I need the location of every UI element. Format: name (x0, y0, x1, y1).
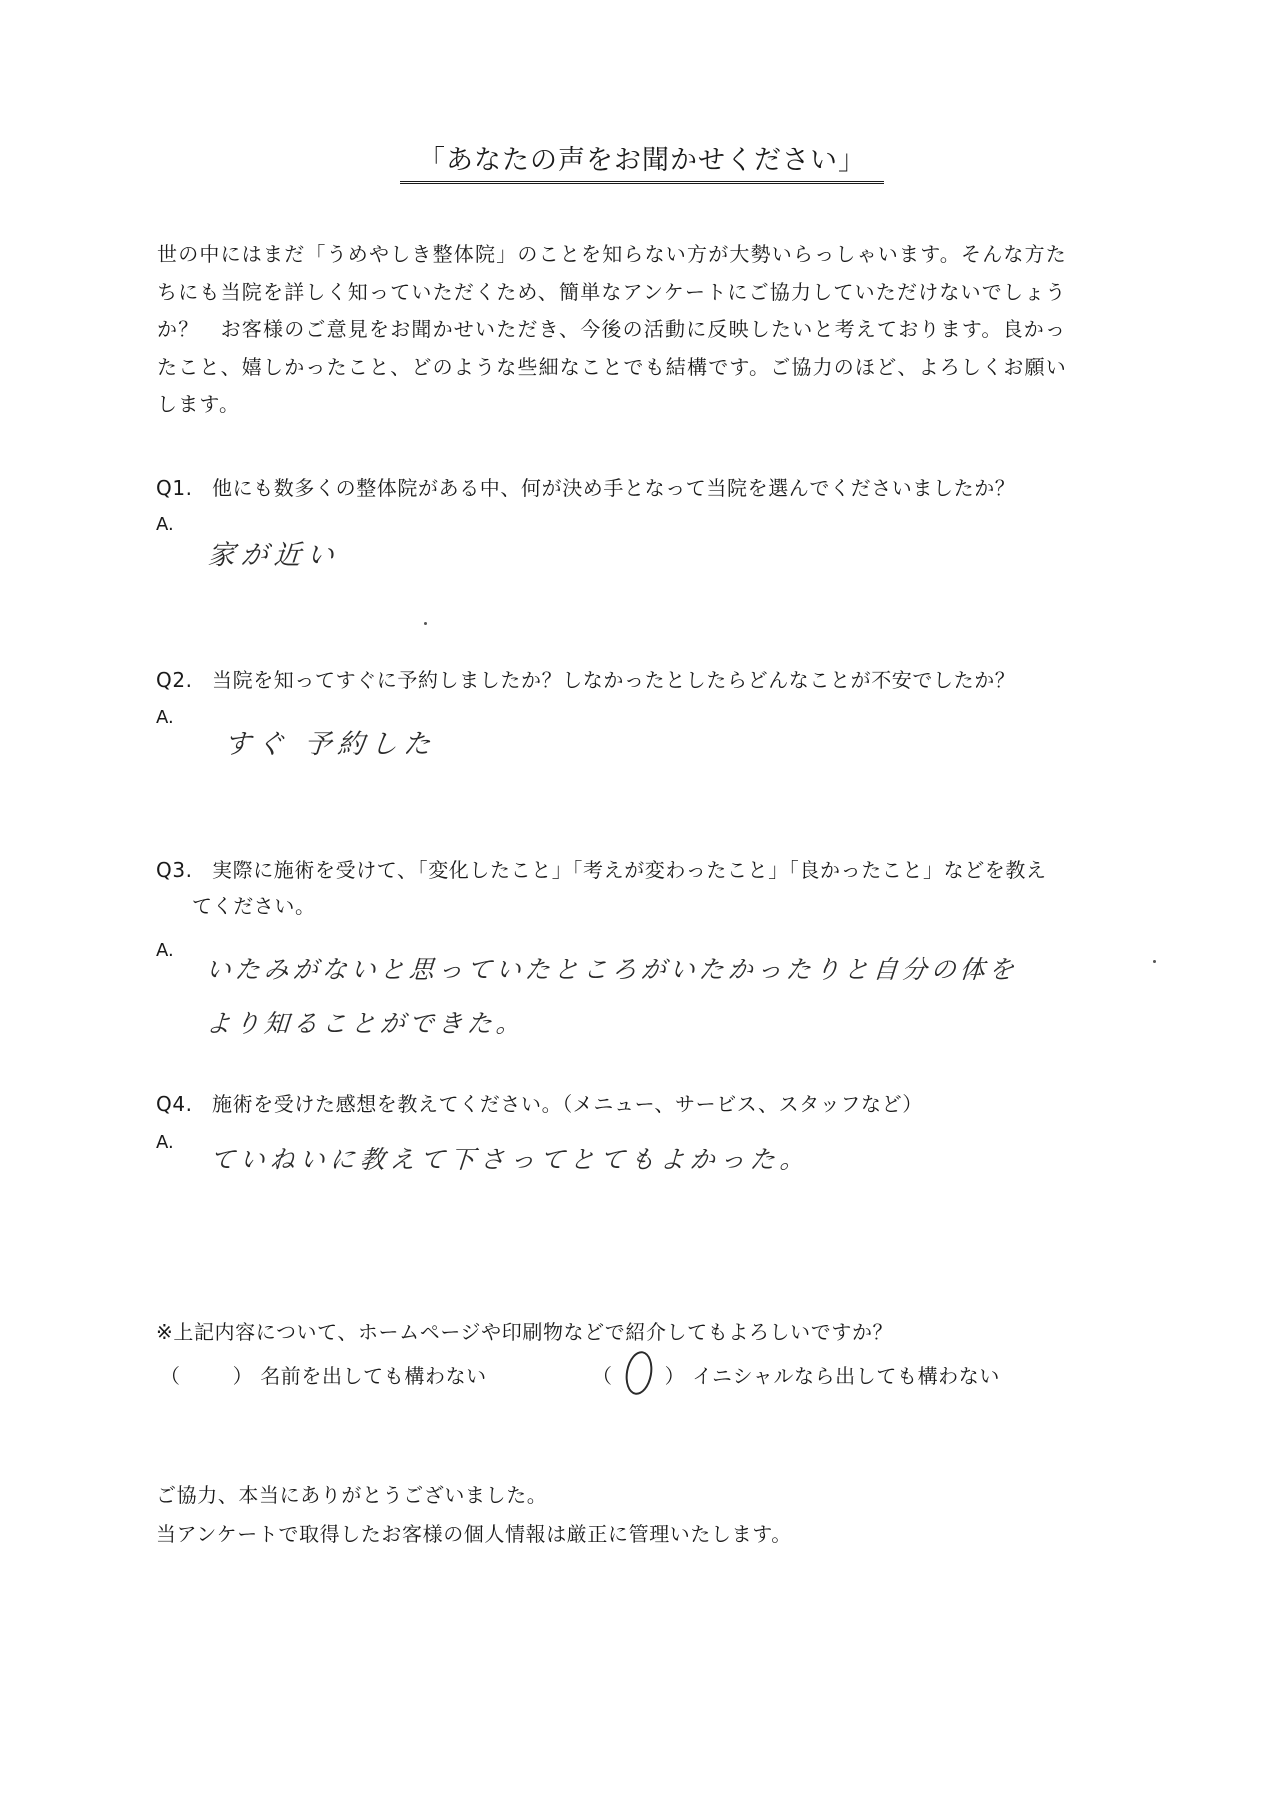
publication-permission-question: ※上記内容について、ホームページや印刷物などで紹介してもよろしいですか？ (156, 1320, 894, 1344)
answer-4-handwritten: ていねいに教えて下さってとてもよかった。 (208, 1145, 811, 1174)
close-paren: ） (232, 1364, 254, 1388)
closing-message (156, 1476, 792, 1554)
question-1 (156, 470, 1015, 506)
question-number: Q4. (156, 1092, 193, 1116)
page-title: 「あなたの声をお聞かせください」 (400, 138, 884, 184)
answer-label: A. (156, 1132, 174, 1153)
question-number: Q2. (156, 668, 193, 692)
answer-3-line-2-handwritten: より知ることができた。 (204, 1009, 526, 1038)
answer-3-line-1-handwritten: いたみがないと思っていたところがいたかったりと自分の体を (204, 955, 1019, 984)
question-text-continued: てください。 (192, 894, 316, 918)
question-2 (156, 662, 1015, 698)
option-initial-ok[interactable] (592, 1360, 1000, 1395)
question-text: 当院を知ってすぐに予約しましたか？しなかったとしたらどんなことが不安でしたか？ (212, 668, 1016, 692)
option-name-ok[interactable] (160, 1360, 487, 1389)
answer-1-handwritten: 家が近い (206, 540, 341, 571)
checkbox-initial[interactable] (613, 1361, 665, 1395)
question-3 (156, 852, 1047, 924)
scan-speck (424, 622, 427, 625)
intro-line: ちにも当院を詳しく知っていただくため、簡単なアンケートにご協力していただけないでしょう (157, 279, 1067, 304)
scan-speck (1153, 960, 1156, 963)
answer-label: A. (156, 940, 174, 961)
question-text: 施術を受けた感想を教えてください。（メニュー、サービス、スタッフなど） (212, 1092, 923, 1116)
option-label: イニシャルなら出しても構わない (692, 1364, 1000, 1388)
option-label: 名前を出しても構わない (260, 1364, 487, 1388)
closing-line: ご協力、本当にありがとうございました。 (156, 1483, 548, 1507)
closing-line: 当アンケートで取得したお客様の個人情報は厳正に管理いたします。 (156, 1522, 792, 1546)
answer-2-handwritten: すぐ 予約した (222, 729, 438, 760)
question-text: 実際に施術を受けて、「変化したこと」「考えが変わったこと」「良かったこと」などを教え (212, 858, 1047, 882)
open-paren: （ (592, 1364, 613, 1388)
intro-line: 世の中にはまだ「うめやしき整体院」のことを知らない方が大勢いらっしゃいます。そんな方た (157, 242, 1067, 266)
question-number: Q3. (156, 858, 193, 882)
close-paren: ） (664, 1364, 686, 1388)
question-text: 他にも数多くの整体院がある中、何が決め手となって当院を選んでくださいましたか？ (212, 476, 1016, 500)
intro-line: します。 (157, 392, 241, 416)
intro-line: か？ お客様のご意見をお聞かせいただき、今後の活動に反映したいと考えております。良かっ (157, 317, 1067, 341)
question-4 (156, 1086, 923, 1122)
open-paren: （ (160, 1364, 181, 1388)
question-number: Q1. (156, 476, 193, 500)
answer-label: A. (156, 514, 174, 535)
answer-label: A. (156, 707, 174, 728)
intro-line: たこと、嬉しかったこと、どのような些細なことでも結構です。ご協力のほど、よろしくお願い (157, 354, 1067, 379)
intro-paragraph (157, 236, 1137, 424)
circle-mark-icon (622, 1349, 655, 1397)
